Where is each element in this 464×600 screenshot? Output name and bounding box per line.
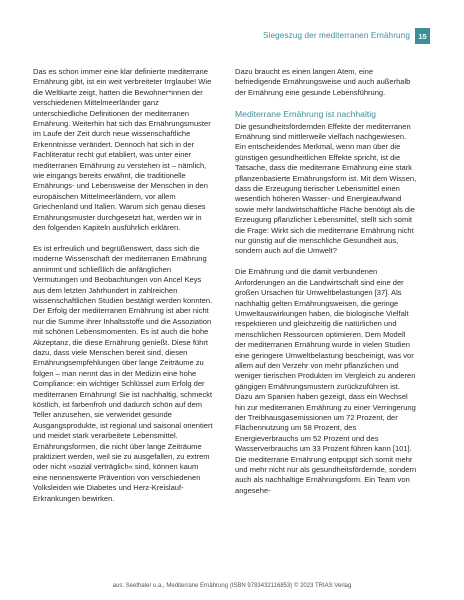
page-footer: aus: Seethaler u.a., Mediterrane Ernährung (ISBN 9783432116853) © 2023 TRIAS Verlag: [112, 583, 352, 589]
right-column: [235, 67, 417, 507]
paragraph: Dazu braucht es einen langen Atem, eine befriedigende Ernährungsweise und auch außerhalb der Ernährung eine gesunde Lebensführung.: [235, 67, 411, 97]
section-heading: Mediterrane Ernährung ist nachhaltig: [235, 108, 376, 119]
paragraph: Die gesundheitsfördernden Effekte der mediterranen Ernährung sind mittlerweile vielfach nachgewiesen. Ein entscheidendes Merkmal, wenn man über die günstigen gesundheitlichen Effekte spricht, ist die Tatsache, dass die mediterrane Ernährung eine stark pflanzenbasierte Ernährungsform ist. Mit dem Wissen, dass die Erzeugung tierischer Lebensmittel einen wesentlich höheren Wasser- und Energieaufwand sowie mehr landwirtschaftliche Fläche benötigt als die Erzeugung pflanzlicher Lebensmittel, stellt sich somit die Frage: Wirkt sich die mediterrane Ernährung nicht nur günstig auf die menschliche Gesundheit aus, sondern auch auf die Umwelt?: [235, 121, 417, 256]
paragraph: Das es schon immer eine klar definierte mediterrane Ernährung gibt, ist ein weit verbreiteter Irrglaube! Wie die Weltkarte zeigt, hatten die Bewohner*innen der verschiedenen Mittelmeerländer ganz unterschiedliche Definitionen der mediterranen Ernährung. Weiterhin hat sich das Ernährungsmuster im Laufe der Zeit durch neue wissenschaftliche Erkenntnisse verändert. Dennoch hat sich in der Fachliteratur recht gut etabliert, was unter einer mediterranen Ernährung zu verstehen ist – nämlich, wie eingangs bereits erwähnt, die traditionelle Ernährungs- und Lebensweise der Menschen in den europäischen Mittelmeerländern, vor allem Griechenland und Italien. Warum sich genau dieses Ernährungsmuster durchgesetzt hat, werden wir in den folgenden Kapiteln ausführlich erklären.: [33, 67, 212, 233]
running-head: Siegeszug der mediterranen Ernährung: [263, 31, 410, 40]
page-number-badge: 15: [415, 28, 430, 44]
left-column: [33, 67, 213, 514]
page-header: [0, 28, 464, 48]
paragraph: Es ist erfreulich und begrüßenswert, dass sich die moderne Wissenschaft der mediterranen Ernährung annimmt und schließlich die anfänglichen Vermutungen und Beobachtungen von Ancel Keys aus dem letzten Jahrhundert in zahlreichen wissenschaftlichen Studien bestätigt werden konnten. Der Erfolg der mediterranen Ernährung ist aber nicht nur die Summe ihrer Inhaltsstoffe und die Assoziation mit schönen Lebensmomenten. Es ist auch die hohe Akzeptanz, die diese Ernährung genießt. Diese führt dazu, dass viele Menschen bereit sind, diesen Ernährungsempfehlungen über lange Zeiträume zu folgen – man nennt das in der Medizin eine hohe Compliance: ein wichtiger Schlüssel zum Erfolg der mediterranen Ernährung! Sie ist nachhaltig, schmeckt köstlich, ist farbenfroh und dadurch schön auf dem Teller anzusehen, sie verwendet gesunde Ausgangsprodukte, ist regional und saisonal orientiert und meidet stark verarbeitete Lebensmittel. Ernährungsformen, die nicht über lange Zeiträume praktiziert werden, weil sie zu ausgefallen, zu extrem oder nicht »sozial verträglich« sind, können kaum eine nennenswerte Prävention von verschiedenen Volksleiden wie Diabetes und Herz-Kreislauf-Erkrankungen bewirken.: [33, 243, 213, 503]
paragraph: Die Ernährung und die damit verbundenen Anforderungen an die Landwirtschaft sind eine der großen Ursachen für Umweltbelastungen [37]. Als nachhaltig gelten Ernährungsweisen, die geringe Umweltauswirkungen haben, die biologische Vielfalt respektieren und gleichzeitig die natürlichen und menschlichen Ressourcen optimieren. Dem Modell der mediterranen Ernährung wurde in vielen Studien eine geringere Umweltbelastung bescheinigt, was vor allem auf den Verzehr von mehr pflanzlichen und weniger tierischen Produkten im Vergleich zu anderen gängigen Ernährungsmustern zurückzuführen ist. Dazu am Spanien haben gezeigt, dass ein Wechsel hin zur mediterranen Ernährung zu einer Verringerung der Treibhausgasemissionen um 72 Prozent, der Flächennutzung um 58 Prozent, des Energieverbrauchs um 52 Prozent und des Wasserverbrauchs um 33 Prozent führen kann [101]. Die mediterrane Ernährung entpuppt sich somit mehr und mehr nicht nur als gesundheitsfördernde, sondern auch als nachhaltige Ernährungsform. Ein Team von angesehe-: [235, 267, 417, 495]
